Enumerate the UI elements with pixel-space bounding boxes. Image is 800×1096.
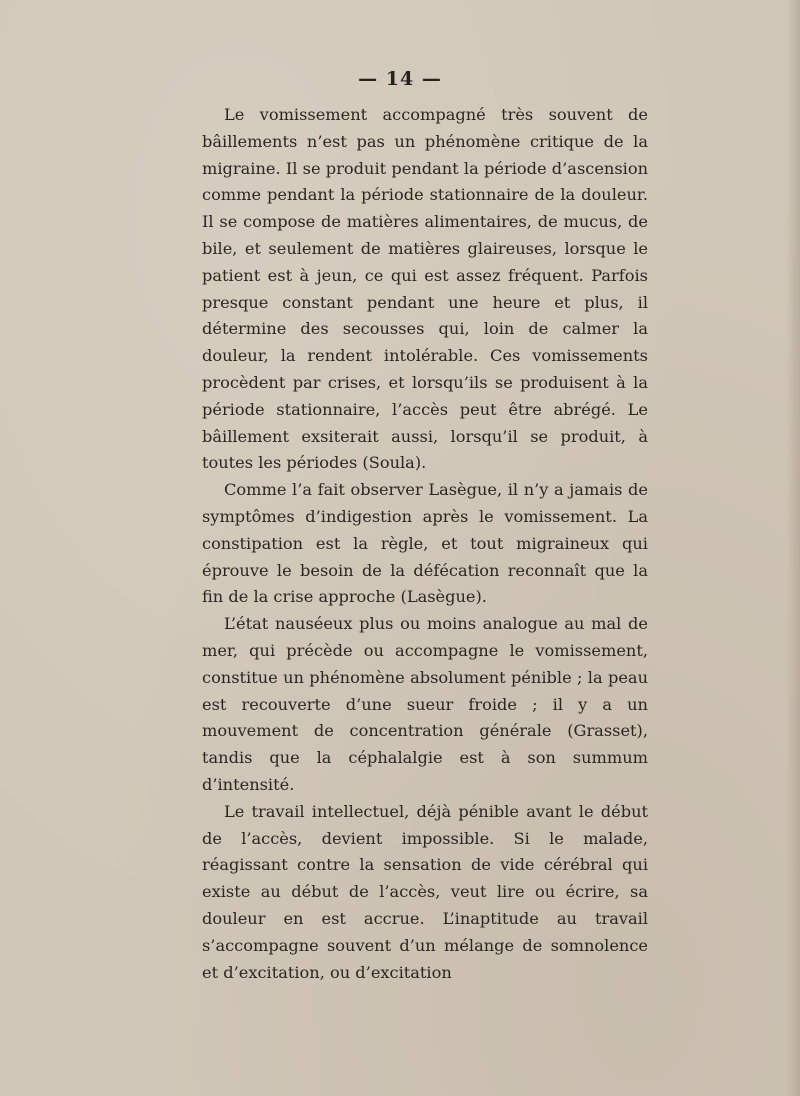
page-number: — 14 — <box>358 68 442 90</box>
paragraph-etat-nauseeux: L’état nauséeux plus ou moins analogue au mal de mer, qui précède ou accompagne le vomissement, constitue un phénomène absolument pénible ; la peau est recouverte d’une sueur froide ; il y a un mouvement de concentration générale (Grasset), tandis que la céphalalgie est à son summum d’intensité. <box>202 614 648 794</box>
paragraph-travail-intellectuel: Le travail intellectuel, déjà pénible avant le début de l’accès, devient impossible. Si le malade, réagissant contre la sensation de vide cérébral qui existe au début de l’accès, veut lire ou écrire, sa douleur en est accrue. L’inaptitude au travail s’accompagne souvent d’un mélange de somnolence et d’excitation, ou d’excitation <box>202 801 648 982</box>
page-edge-shadow <box>786 0 800 1096</box>
paragraph-lasegue: Comme l’a fait observer Lasègue, il n’y a jamais de symptômes d’indigestion après le vomissement. La constipation est la règle, et tout migraineux qui éprouve le besoin de la défécation reconnaît que la fin de la crise approche (Lasègue). <box>202 480 648 607</box>
paragraph-vomissement: Le vomissement accompagné très souvent de bâillements n’est pas un phénomène critique de la migraine. Il se produit pendant la période d’ascension comme pendant la période stationnaire de la douleur. Il se compose de matières alimentaires, de mucus, de bile, et seulement de matières glaireuses, lorsque le patient est à jeun, ce qui est assez fréquent. Parfois presque constant pendant une heure et plus, il détermine des secousses qui, loin de calmer la douleur, la rendent intolérable. Ces vomissements procèdent par crises, et lorsqu’ils se produisent à la période stationnaire, l’accès peut être abrégé. Le bâillement exsiterait aussi, lorsqu’il se produit, à toutes les périodes (Soula). <box>202 105 648 473</box>
body-text <box>202 102 648 986</box>
